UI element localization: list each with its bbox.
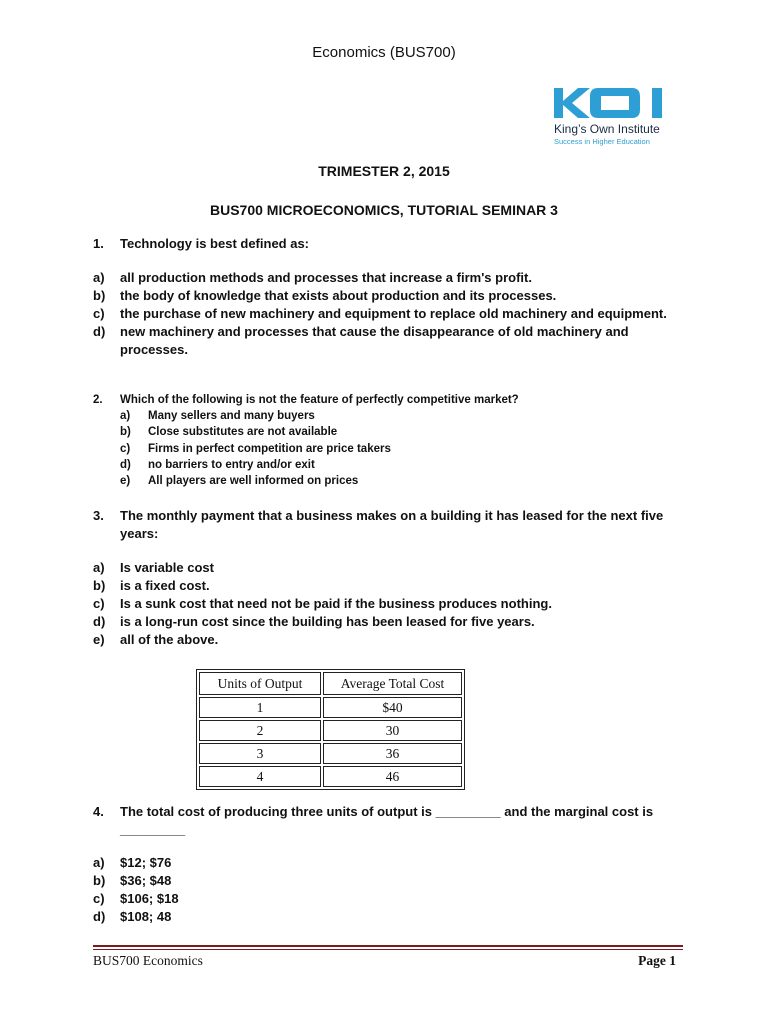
logo-institute-name: King’s Own Institute [554, 122, 660, 136]
footer-rule-thin [93, 949, 683, 950]
question-text: The monthly payment that a business makes on a building it has leased for the next five years: [120, 508, 664, 541]
option-text: all of the above. [120, 632, 219, 647]
table-cell: $40 [323, 697, 462, 718]
option-label: a) [120, 410, 131, 422]
option-text: all production methods and processes that increase a firm's profit. [120, 270, 532, 285]
option-row [93, 908, 683, 926]
option-row [93, 595, 683, 613]
question-text: The total cost of producing three units of output is _________ and the marginal cost is _________ [120, 804, 654, 837]
koi-logo-mark [552, 86, 676, 120]
option-row [93, 269, 683, 287]
cost-table-container [196, 669, 465, 790]
table-cell: 4 [199, 766, 321, 787]
option-label: a) [93, 560, 105, 575]
option-row [93, 305, 683, 323]
option-label: d) [93, 614, 106, 629]
option-label: b) [93, 288, 106, 303]
option-text: the purchase of new machinery and equipment to replace old machinery and equipment. [120, 306, 667, 321]
option-text: Many sellers and many buyers [148, 410, 315, 422]
option-row [93, 890, 683, 908]
question-4-options [93, 854, 683, 926]
option-text: no barriers to entry and/or exit [148, 458, 315, 471]
option-row [93, 559, 683, 577]
option-label: e) [93, 632, 105, 647]
question-text: Which of the following is not the feature of perfectly competitive market? [120, 394, 519, 406]
option-text: Is a sunk cost that need not be paid if the business produces nothing. [120, 596, 552, 611]
question-2 [93, 392, 683, 408]
option-text: is a long-run cost since the building has been leased for five years. [120, 614, 535, 629]
table-cell: 1 [199, 697, 321, 718]
footer-page-number: Page 1 [638, 953, 676, 968]
option-row [93, 613, 683, 631]
option-text: the body of knowledge that exists about production and its processes. [120, 288, 557, 303]
option-text: new machinery and processes that cause the disappearance of old machinery and processes. [120, 324, 629, 357]
logo-tagline: Success in Higher Education [554, 137, 650, 146]
question-number: 4. [93, 804, 104, 819]
option-text: Is variable cost [120, 560, 214, 575]
footer-rule [93, 945, 683, 947]
table-row [199, 766, 462, 787]
seminar-heading: BUS700 MICROECONOMICS, TUTORIAL SEMINAR 3 [210, 202, 558, 218]
option-label: d) [93, 909, 106, 924]
option-row [93, 424, 683, 440]
option-label: b) [93, 873, 106, 888]
question-1-options [93, 269, 683, 359]
option-row [93, 577, 683, 595]
option-label: d) [120, 458, 131, 471]
option-label: c) [120, 442, 131, 455]
option-text: $108; 48 [120, 909, 172, 924]
option-row [93, 287, 683, 305]
option-text: $36; $48 [120, 873, 172, 888]
table-row [199, 743, 462, 764]
koi-logo [552, 86, 682, 150]
question-text: Technology is best defined as: [120, 236, 310, 251]
question-number: 3. [93, 508, 104, 523]
option-label: c) [93, 891, 105, 906]
option-label: a) [93, 270, 105, 285]
question-number: 2. [93, 394, 103, 406]
option-text: is a fixed cost. [120, 578, 210, 593]
footer-course: BUS700 Economics [93, 953, 203, 968]
trimester-heading: TRIMESTER 2, 2015 [318, 163, 450, 179]
option-row [93, 323, 683, 359]
column-header: Units of Output [199, 672, 321, 695]
option-row [93, 408, 683, 424]
table-header-row [199, 672, 462, 695]
question-1 [93, 235, 683, 253]
question-3-options [93, 559, 683, 649]
question-3 [93, 507, 683, 543]
option-row [93, 473, 683, 489]
column-header: Average Total Cost [323, 672, 462, 695]
table-cell: 3 [199, 743, 321, 764]
option-label: b) [120, 426, 131, 439]
option-text: All players are well informed on prices [148, 475, 359, 488]
table-row [199, 720, 462, 741]
option-row [93, 631, 683, 649]
option-text: $106; $18 [120, 891, 179, 906]
option-label: b) [93, 578, 106, 593]
option-label: c) [93, 596, 105, 611]
table-cell: 2 [199, 720, 321, 741]
option-label: c) [93, 306, 105, 321]
page-header-title: Economics (BUS700) [312, 44, 456, 61]
table-cell: 36 [323, 743, 462, 764]
table-cell: 30 [323, 720, 462, 741]
option-label: d) [93, 324, 106, 339]
option-label: a) [93, 855, 105, 870]
table-row [199, 697, 462, 718]
cost-table [196, 669, 465, 790]
option-row [93, 872, 683, 890]
question-number: 1. [93, 236, 104, 251]
option-row [93, 441, 683, 457]
option-row [93, 854, 683, 872]
table-cell: 46 [323, 766, 462, 787]
question-2-options [93, 408, 683, 489]
option-label: e) [120, 475, 131, 488]
question-4 [93, 803, 683, 839]
option-row [93, 457, 683, 473]
option-text: Firms in perfect competition are price takers [148, 442, 391, 455]
option-text: $12; $76 [120, 855, 172, 870]
option-text: Close substitutes are not available [148, 426, 338, 439]
